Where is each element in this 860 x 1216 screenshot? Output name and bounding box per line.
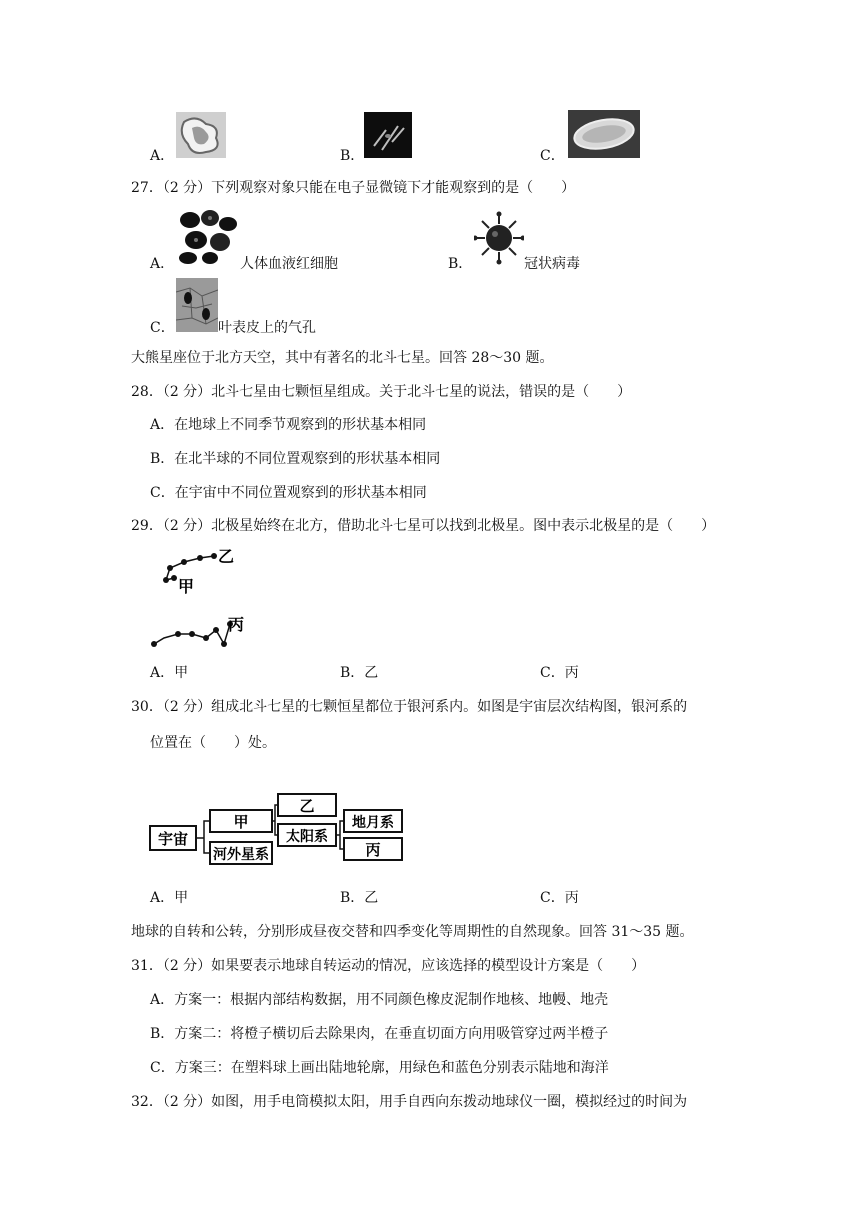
q30-option-c: C．丙 [540, 890, 579, 906]
diagram-bing: 丙 [365, 841, 381, 859]
q31-stem: 31．（2 分）如果要表示地球自转运动的情况，应该选择的模型设计方案是（ ） [131, 958, 646, 974]
q27-option-b-prefix: B． [448, 256, 473, 272]
q27-option-a-image [176, 208, 240, 266]
q27-option-b-text: 冠状病毒 [524, 256, 580, 272]
q29-option-a: A．甲 [150, 665, 189, 681]
q30-stem-line2: 位置在（ ）处。 [150, 735, 276, 751]
label-jia: 甲 [178, 577, 195, 596]
q26-option-a-label: A． [150, 148, 175, 164]
q28-option-c: C．在宇宙中不同位置观察到的形状基本相同 [150, 485, 427, 501]
q27-option-a-text: 人体血液红细胞 [240, 256, 338, 272]
q27-stem: 27．（2 分）下列观察对象只能在电子显微镜下才能观察到的是（ ） [131, 180, 576, 196]
q28-option-b: B．在北半球的不同位置观察到的形状基本相同 [150, 451, 441, 467]
star-chain-pattern [151, 621, 233, 647]
universe-hierarchy-diagram [148, 792, 408, 868]
q27-option-c-image [176, 278, 218, 332]
q32-stem: 32．（2 分）如图，用手电筒模拟太阳，用手自西向东拨动地球仪一圈，模拟经过的时间为 [131, 1094, 688, 1110]
intro-31-35: 地球的自转和公转，分别形成昼夜交替和四季变化等周期性的自然现象。回答 31～35 题。 [131, 924, 694, 940]
q30-option-a: A．甲 [150, 890, 189, 906]
q26-option-b-label: B． [340, 148, 365, 164]
q31-option-a: A．方案一：根据内部结构数据，用不同颜色橡皮泥制作地核、地幔、地壳 [150, 992, 609, 1008]
label-bing: 丙 [228, 615, 245, 634]
q26-option-b-image [364, 112, 412, 158]
q28-stem: 28．（2 分）北斗七星由七颗恒星组成。关于北斗七星的说法，错误的是（ ） [131, 384, 632, 400]
q27-option-a-prefix: A． [150, 256, 175, 272]
q30-stem-line1: 30．（2 分）组成北斗七星的七颗恒星都位于银河系内。如图是宇宙层次结构图，银河系的 [131, 699, 688, 715]
intro-28-30: 大熊星座位于北方天空，其中有著名的北斗七星。回答 28～30 题。 [131, 350, 554, 366]
q27-option-b-image [474, 210, 524, 266]
q29-option-c: C．丙 [540, 665, 579, 681]
q27-option-c-prefix: C． [150, 320, 175, 336]
diagram-yi: 乙 [299, 797, 315, 815]
q30-option-b: B．乙 [340, 890, 379, 906]
q26-option-c-label: C． [540, 148, 565, 164]
q28-option-a: A．在地球上不同季节观察到的形状基本相同 [150, 417, 427, 433]
diagram-solar-system: 太阳系 [286, 829, 328, 845]
diagram-jia: 甲 [233, 813, 249, 831]
q31-option-b: B．方案二：将橙子横切后去除果肉，在垂直切面方向用吸管穿过两半橙子 [150, 1026, 609, 1042]
diagram-extragalactic: 河外星系 [213, 847, 269, 863]
q29-option-b: B．乙 [340, 665, 379, 681]
diagram-earth-moon: 地月系 [352, 815, 394, 831]
q26-option-c-image [568, 110, 640, 158]
q31-option-c: C．方案三：在塑料球上画出陆地轮廓，用绿色和蓝色分别表示陆地和海洋 [150, 1060, 609, 1076]
label-yi: 乙 [218, 547, 235, 566]
q29-stem: 29．（2 分）北极星始终在北方，借助北斗七星可以找到北极星。图中表示北极星的是（ ） [131, 518, 716, 534]
q27-option-c-text: 叶表皮上的气孔 [218, 320, 316, 336]
q29-star-diagram [150, 538, 260, 658]
diagram-universe: 宇宙 [157, 830, 189, 848]
q26-option-a-image [176, 112, 226, 158]
